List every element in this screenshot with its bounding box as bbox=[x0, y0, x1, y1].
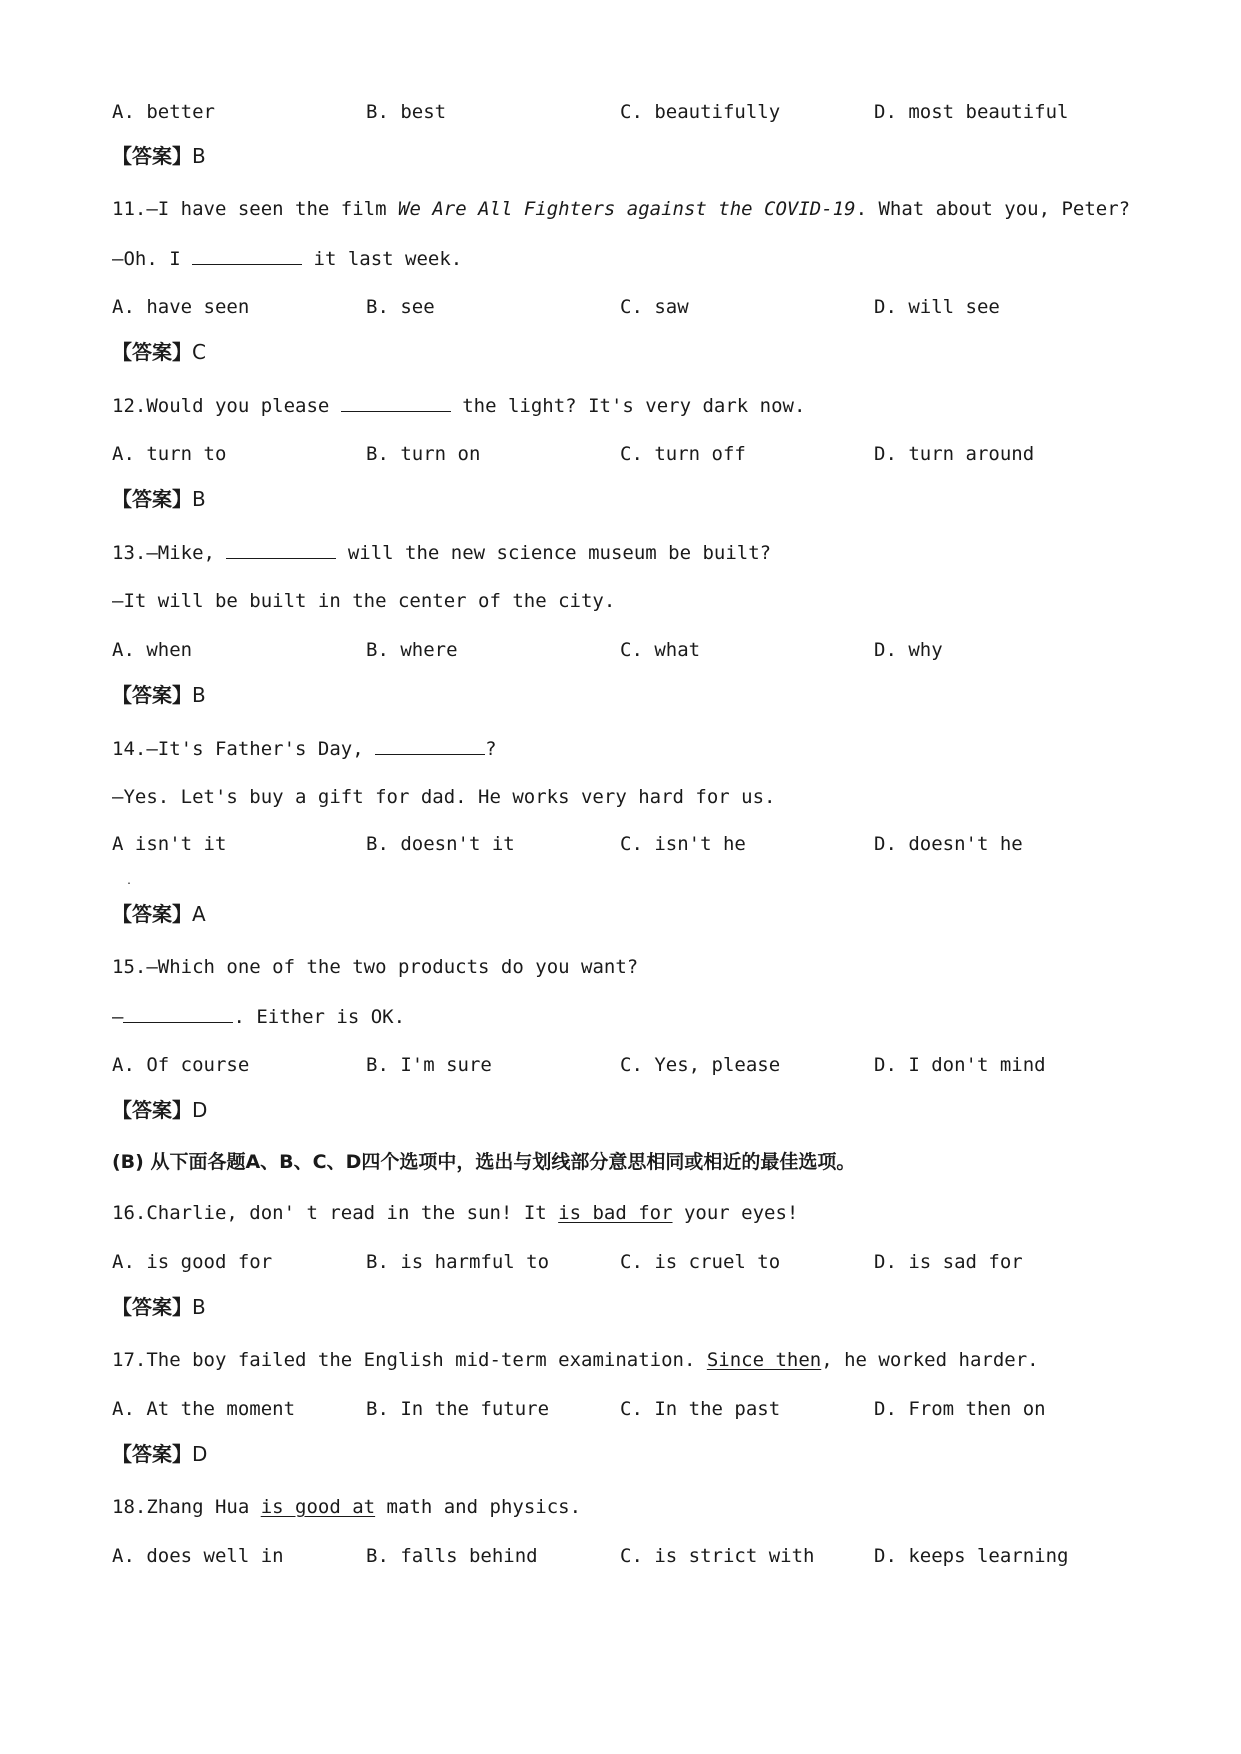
q14-option-c: C. isn't he bbox=[620, 833, 746, 855]
q17-option-a: A. At the moment bbox=[112, 1398, 296, 1420]
q16-option-b: B. is harmful to bbox=[366, 1251, 550, 1273]
q12-option-a: A. turn to bbox=[112, 443, 227, 465]
q15-option-d: D. I don't mind bbox=[874, 1054, 1046, 1076]
q15-prompt: 15.—Which one of the two products do you want? bbox=[112, 956, 639, 978]
q16-option-a: A. is good for bbox=[112, 1251, 273, 1273]
q12-prompt: 12.Would you please the light? It's very dark now. bbox=[112, 395, 806, 417]
q17-answer: 【答案】D bbox=[112, 1442, 208, 1466]
q13-prompt: 13.—Mike, will the new science museum be built? bbox=[112, 542, 772, 564]
q17-options bbox=[112, 1397, 1112, 1421]
q13-option-a: A. when bbox=[112, 639, 193, 661]
q18-prompt: 18.Zhang Hua is good at math and physics. bbox=[112, 1496, 582, 1518]
q15-option-b: B. I'm sure bbox=[366, 1054, 492, 1076]
answer-blank bbox=[123, 1004, 233, 1023]
q12-options bbox=[112, 442, 1112, 466]
q10-option-a: A. better bbox=[112, 101, 215, 123]
q14-option-d: D. doesn't he bbox=[874, 833, 1023, 855]
q10-option-b: B. best bbox=[366, 101, 447, 123]
q14-reply: —Yes. Let's buy a gift for dad. He works very hard for us. bbox=[112, 786, 776, 808]
q17-prompt: 17.The boy failed the English mid-term examination. Since then, he worked harder. bbox=[112, 1349, 1039, 1371]
q13-answer: 【答案】B bbox=[112, 683, 206, 707]
q15-option-a: A. Of course bbox=[112, 1054, 250, 1076]
q16-option-c: C. is cruel to bbox=[620, 1251, 781, 1273]
answer-blank bbox=[192, 246, 302, 265]
q11-option-d: D. will see bbox=[874, 296, 1000, 318]
answer-blank bbox=[226, 540, 336, 559]
q14-option-b: B. doesn't it bbox=[366, 833, 515, 855]
q11-prompt: 11.—I have seen the film We Are All Fighters against the COVID-19. What about you, Peter? bbox=[112, 198, 1131, 220]
film-title: We Are All Fighters against the COVID-19 bbox=[398, 198, 856, 220]
underlined-phrase: is good at bbox=[260, 1496, 376, 1518]
answer-blank bbox=[341, 393, 451, 412]
q10-option-d: D. most beautiful bbox=[874, 101, 1069, 123]
q16-prompt: 16.Charlie, don' t read in the sun! It is bad for your eyes! bbox=[112, 1202, 799, 1224]
q11-reply: —Oh. I it last week. bbox=[112, 248, 463, 270]
q18-option-c: C. is strict with bbox=[620, 1545, 815, 1567]
q17-option-b: B. In the future bbox=[366, 1398, 550, 1420]
q18-option-b: B. falls behind bbox=[366, 1545, 538, 1567]
q11-option-c: C. saw bbox=[620, 296, 689, 318]
q17-option-c: C. In the past bbox=[620, 1398, 781, 1420]
q11-options bbox=[112, 295, 1112, 319]
answer-blank bbox=[375, 736, 485, 755]
q10-answer: 【答案】B bbox=[112, 144, 206, 168]
q14-option-a: A isn't it bbox=[112, 833, 227, 855]
q13-option-b: B. where bbox=[366, 639, 458, 661]
q11-answer: 【答案】C bbox=[112, 340, 206, 364]
q15-reply: — . Either is OK. bbox=[112, 1006, 406, 1028]
q18-option-a: A. does well in bbox=[112, 1545, 284, 1567]
q14-options bbox=[112, 832, 1112, 856]
q12-option-d: D. turn around bbox=[874, 443, 1035, 465]
q16-answer: 【答案】B bbox=[112, 1295, 206, 1319]
stray-mark: . bbox=[126, 876, 133, 887]
q10-options bbox=[112, 100, 1112, 124]
q13-reply: —It will be built in the center of the city. bbox=[112, 590, 616, 612]
q16-option-d: D. is sad for bbox=[874, 1251, 1023, 1273]
q15-option-c: C. Yes, please bbox=[620, 1054, 781, 1076]
q12-option-c: C. turn off bbox=[620, 443, 746, 465]
q14-answer: 【答案】A bbox=[112, 902, 206, 926]
underlined-phrase: is bad for bbox=[558, 1202, 673, 1224]
q13-options bbox=[112, 638, 1112, 662]
section-b-heading: (B) 从下面各题A、B、C、D四个选项中，选出与划线部分意思相同或相近的最佳选项。 bbox=[112, 1151, 856, 1173]
q14-prompt: 14.—It's Father's Day, ? bbox=[112, 738, 497, 760]
q12-option-b: B. turn on bbox=[366, 443, 481, 465]
q18-options bbox=[112, 1544, 1112, 1568]
q10-option-c: C. beautifully bbox=[620, 101, 781, 123]
q17-option-d: D. From then on bbox=[874, 1398, 1046, 1420]
q13-option-d: D. why bbox=[874, 639, 943, 661]
q15-answer: 【答案】D bbox=[112, 1098, 208, 1122]
q11-option-a: A. have seen bbox=[112, 296, 250, 318]
underlined-phrase: Since then bbox=[706, 1349, 822, 1371]
q12-answer: 【答案】B bbox=[112, 487, 206, 511]
q11-option-b: B. see bbox=[366, 296, 435, 318]
q13-option-c: C. what bbox=[620, 639, 701, 661]
q15-options bbox=[112, 1053, 1112, 1077]
q18-option-d: D. keeps learning bbox=[874, 1545, 1069, 1567]
q16-options bbox=[112, 1250, 1112, 1274]
